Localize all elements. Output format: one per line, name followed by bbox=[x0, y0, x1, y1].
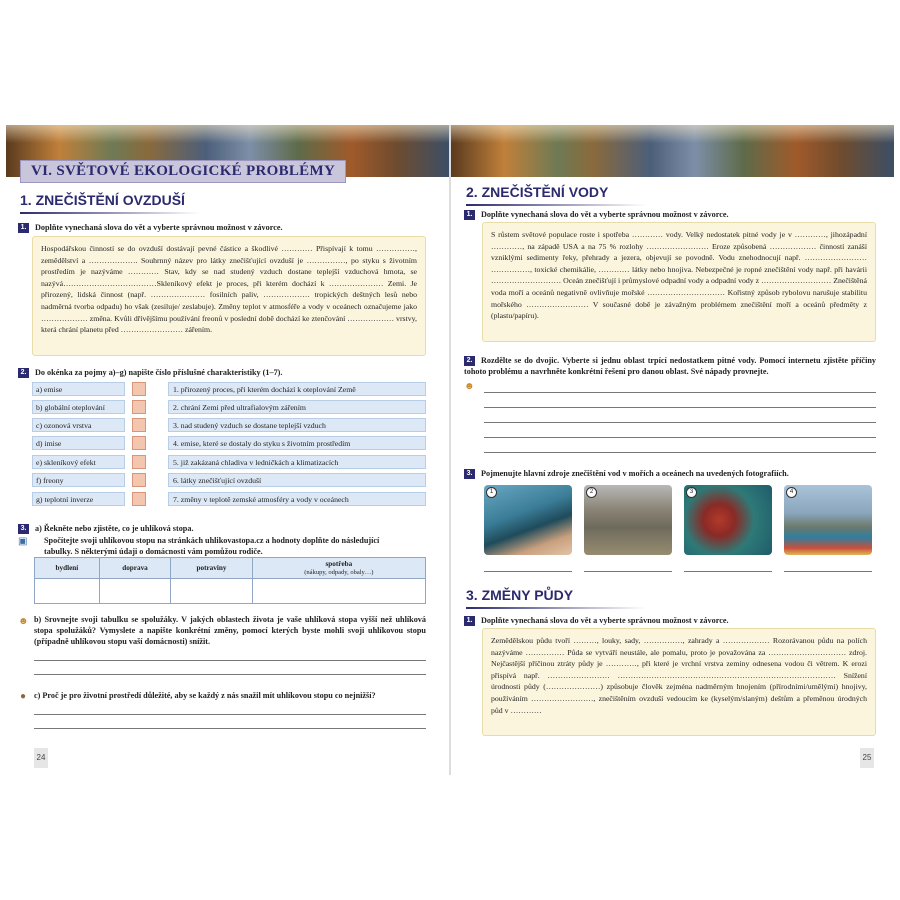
task-number: 2. bbox=[464, 356, 475, 366]
table-cell[interactable] bbox=[99, 579, 170, 604]
answer-line[interactable] bbox=[34, 660, 426, 661]
section-title: ZMĚNY PŮDY bbox=[481, 587, 574, 603]
term-item: d) imise bbox=[32, 436, 125, 450]
table-cell[interactable] bbox=[252, 579, 425, 604]
header-banner-right bbox=[451, 125, 894, 177]
term-item: f) freony bbox=[32, 473, 125, 487]
answer-line[interactable] bbox=[484, 407, 876, 408]
definition-item: 1. přirozený proces, při kterém dochází k oteplování Země bbox=[168, 382, 426, 396]
term-item: a) emise bbox=[32, 382, 125, 396]
definition-item: 2. chrání Zemi před ultrafialovým zářením bbox=[168, 400, 426, 414]
answer-box[interactable] bbox=[132, 400, 146, 414]
pair-work-icon: ☻ bbox=[464, 381, 475, 392]
answer-box[interactable] bbox=[132, 436, 146, 450]
page-number-left: 24 bbox=[34, 748, 48, 768]
table-cell[interactable] bbox=[35, 579, 100, 604]
task-number: 2. bbox=[18, 368, 29, 378]
task-3a-line2: Spočítejte svoji uhlíkovou stopu na stránkách uhlikovastopa.cz a hodnoty doplňte do následující bbox=[44, 536, 380, 545]
fill-in-text-box[interactable]: Zemědělskou půdu tvoří ………, louky, sady, ……………, zahrady a ……………… Rozorávanou půdu na polích nazýváme …………… Půda se vytváří neustále, ale pomalu, proto je považována za ………………………… zdroj. Nejčastější příčinou ztráty půdy je …………, při které je vrchní vrstva zeminy odnesena vodou či větrem. K erozi přispívá např. …………………… ………………………………………………………………………… Snížení úrodnosti půdy (…………………) způsobuje člověk zejména nadměrným hnojením (přírodními/umělými) hnojivy, používáním ……………………, znečištěním ovzduší vedoucím ke (kyselým/slaným) deštům a přeměnou úrodných půd v ………… bbox=[482, 628, 876, 736]
answer-line[interactable] bbox=[34, 714, 426, 715]
globe-icon: ● bbox=[20, 691, 27, 702]
answer-line[interactable] bbox=[484, 452, 876, 453]
computer-icon: ▣ bbox=[18, 536, 28, 547]
answer-box[interactable] bbox=[132, 418, 146, 432]
section-heading-water-pollution bbox=[466, 184, 608, 200]
term-item: g) teplotní inverze bbox=[32, 492, 125, 506]
task-instruction bbox=[18, 367, 282, 378]
photo-pollution-2 bbox=[584, 485, 672, 555]
task-number: 3. bbox=[464, 469, 475, 479]
photo-number: 3 bbox=[686, 487, 697, 498]
section-title: ZNEČIŠTĚNÍ VODY bbox=[481, 184, 609, 200]
answer-box[interactable] bbox=[132, 473, 146, 487]
task-instruction bbox=[464, 209, 729, 220]
answer-box[interactable] bbox=[132, 382, 146, 396]
definition-item: 7. změny v teplotě zemské atmosféry a vody v oceánech bbox=[168, 492, 426, 506]
task-2 bbox=[464, 355, 876, 377]
section-heading-air-pollution bbox=[20, 192, 185, 208]
table-header-consumption: spotřeba (nákupy, odpady, obaly…) bbox=[252, 558, 425, 579]
answer-line[interactable] bbox=[484, 392, 876, 393]
answer-line[interactable] bbox=[34, 728, 426, 729]
task-number: 1. bbox=[464, 616, 475, 626]
definition-item: 3. nad studený vzduch se dostane teplejší vzduch bbox=[168, 418, 426, 432]
definition-item: 4. emise, které se dostaly do styku s životním prostředím bbox=[168, 436, 426, 450]
task-number: 1. bbox=[464, 210, 475, 220]
term-item: c) ozonová vrstva bbox=[32, 418, 125, 432]
answer-line[interactable] bbox=[684, 571, 772, 572]
term-item: e) skleníkový efekt bbox=[32, 455, 125, 469]
answer-box[interactable] bbox=[132, 455, 146, 469]
table-cell[interactable] bbox=[171, 579, 253, 604]
section-number: 2. bbox=[466, 184, 478, 200]
chapter-title: VI. SVĚTOVÉ EKOLOGICKÉ PROBLÉMY bbox=[20, 160, 346, 183]
task-instruction-text: Pojmenujte hlavní zdroje znečištění vod v mořích a oceánech na uvedených fotografiích. bbox=[481, 469, 789, 478]
table-header: potraviny bbox=[171, 558, 253, 579]
photo-pollution-4 bbox=[784, 485, 872, 555]
table-header: bydlení bbox=[35, 558, 100, 579]
task-3b: b) Srovnejte svoji tabulku se spolužáky. V jakých oblastech života je vaše uhlíková stopa vyšší než uhlíková stopa spolužáků? Vymyslete a napište konkrétní změny, pomocí kterých byste mohli svoji uhlíkovou stopu (případně uhlíkovou stopu vaší domácnosti) snížit. bbox=[34, 615, 426, 646]
definition-item: 6. látky znečišťující ovzduší bbox=[168, 473, 426, 487]
answer-line[interactable] bbox=[484, 571, 572, 572]
answer-line[interactable] bbox=[484, 437, 876, 438]
answer-line[interactable] bbox=[584, 571, 672, 572]
answer-line[interactable] bbox=[34, 674, 426, 675]
section-number: 3. bbox=[466, 587, 478, 603]
photo-pollution-3 bbox=[684, 485, 772, 555]
task-instruction-text: Doplňte vynechaná slova do vět a vyberte správnou možnost v závorce. bbox=[35, 223, 283, 232]
page-number-right: 25 bbox=[860, 748, 874, 768]
photo-number: 1 bbox=[486, 487, 497, 498]
photo-number: 4 bbox=[786, 487, 797, 498]
task-instruction-text: Do okénka za pojmy a)–g) napište číslo příslušné charakteristiky (1–7). bbox=[35, 368, 283, 377]
book-spine bbox=[449, 125, 451, 775]
section-heading-soil-changes bbox=[466, 587, 573, 603]
task-instruction-text: Doplňte vynechaná slova do vět a vyberte správnou možnost v závorce. bbox=[481, 210, 729, 219]
fill-in-text-box[interactable]: Hospodářskou činností se do ovzduší dostávají pevné částice a škodlivé ………… Přispívají k tomu ……………, zemědělství a ………………. Souhrnný název pro látky znečišťující ovzduší je ……………, po styku s životním prostředím je nazýváme ………… Stav, kdy se nad studený vzduch dostane teplejší vzduchová hmota, se nazývá………………………………Skleníkový efekt je proces, při kterém dochází k ………………… Zemi. Je přirozený, lidská činnost (např. ………………… fosilních paliv, ……………… tropických deštných lesů nebo nadměrná tvorba odpadu) ho však (zesiluje/ zeslabuje). Změny teplot v atmosféře a vody v oceánech označujeme jako ……………… změna. Kvůli dřívějšímu používání freonů v poslední době dochází ke ztenčování ……………… vrstvy, která chrání planetu před …………………… zářením. bbox=[32, 236, 426, 356]
answer-line[interactable] bbox=[484, 422, 876, 423]
photo-pollution-1 bbox=[484, 485, 572, 555]
section-title: ZNEČIŠTĚNÍ OVZDUŠÍ bbox=[35, 192, 185, 208]
answer-line[interactable] bbox=[784, 571, 872, 572]
task-text: Rozdělte se do dvojic. Vyberte si jednu oblast trpící nedostatkem pitné vody. Pomocí internetu zjistěte příčiny tohoto problému a navrhněte konkrétní řešení pro danou oblast. Své nápady provnejte. bbox=[464, 356, 876, 377]
table-header-sub: (nákupy, odpady, obaly…) bbox=[304, 569, 374, 576]
table-header: doprava bbox=[99, 558, 170, 579]
task-3 bbox=[464, 468, 789, 479]
photo-number: 2 bbox=[586, 487, 597, 498]
footprint-table bbox=[34, 557, 426, 604]
task-number: 3. bbox=[18, 524, 29, 534]
task-instruction bbox=[18, 222, 283, 233]
task-3a-line3: tabulky. S některými údaji o domácnosti vám pomůžou rodiče. bbox=[44, 547, 263, 556]
task-text: a) Řekněte nebo zjistěte, co je uhlíková stopa. bbox=[35, 524, 194, 533]
fill-in-text-box[interactable]: S růstem světové populace roste i spotřeba ………… vody. Velký nedostatek pitné vody je v …………, jihozápadní …………, na západě USA a na 75 % rozlohy …………………… Eroze způsobená ……………… činností zanáší vzniklými sedimenty řeky, přehrady a jezera, objevují se povodně. Vodu znehodnocují např. …………………… ……………, toxické chemikálie, ………… látky nebo hnojiva. Nebezpečné je ropné znečištění vody např. při havárii ……………………… Oceán znečišťují i průmyslové odpadní vody a odpadní vody z ……………………… Znečištěná voda moří a oceánů negativně ovlivňuje mořské ………………………… Kořistný způsob rybolovu narušuje stabilitu mořského …………………… V současné době je závažným problémem znečištění moří a oceánů předměty z (plastu/papíru). bbox=[482, 222, 876, 342]
pair-work-icon: ☻ bbox=[18, 616, 29, 627]
definition-item: 5. již zakázaná chladiva v ledničkách a klimatizacích bbox=[168, 455, 426, 469]
answer-box[interactable] bbox=[132, 492, 146, 506]
task-instruction-text: Doplňte vynechaná slova do vět a vyberte správnou možnost v závorce. bbox=[481, 616, 729, 625]
task-3c: c) Proč je pro životní prostředí důležité, aby se každý z nás snažil mít uhlíkovou stopu co nejnižší? bbox=[34, 691, 376, 700]
task-3a-line1 bbox=[18, 523, 194, 534]
section-number: 1. bbox=[20, 192, 32, 208]
task-number: 1. bbox=[18, 223, 29, 233]
task-instruction bbox=[464, 615, 729, 626]
term-item: b) globální oteplování bbox=[32, 400, 125, 414]
